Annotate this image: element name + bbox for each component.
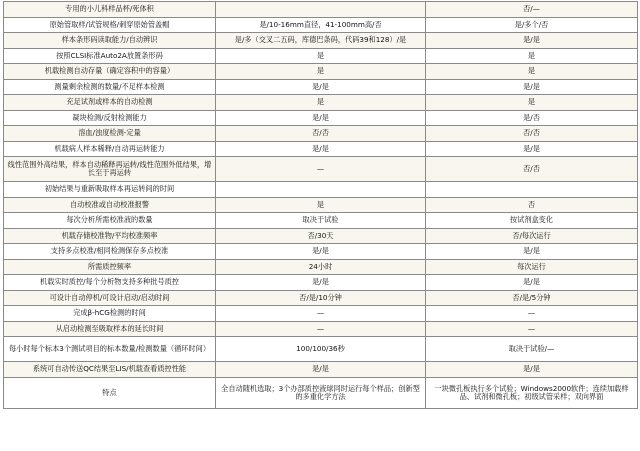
system-b-value: 是/多个/否 [426, 17, 638, 33]
table-row [4, 275, 638, 291]
system-a-value: 是/是 [216, 141, 426, 157]
system-a-value: 否/是/10分钟 [216, 290, 426, 306]
system-b-value [426, 182, 638, 198]
table-row [4, 95, 638, 111]
system-b-value: 否 [426, 197, 638, 213]
row-label: 每小时每个标本3个测试项目的标本数量/检测数量（循环时间） [4, 337, 216, 362]
system-b-value: 按试剂盒变化 [426, 213, 638, 229]
system-a-value: 否/30天 [216, 228, 426, 244]
system-b-value: 否/— [426, 2, 638, 18]
table-row [4, 79, 638, 95]
row-label: 机载检测自动存量（确定容积中的容量） [4, 64, 216, 80]
row-label: 线性范围外高结果，样本自动稀释再运转/线性范围外低结果，增长至于再运转 [4, 157, 216, 182]
system-b-value: 否/是/5分钟 [426, 290, 638, 306]
row-label: 特点 [4, 377, 216, 408]
system-a-value: 是 [216, 197, 426, 213]
table-row [4, 377, 638, 408]
system-a-value: 是/10-16mm直径，41-100mm高/否 [216, 17, 426, 33]
system-a-value [216, 2, 426, 18]
system-b-value: 否/否 [426, 126, 638, 142]
table-row [4, 244, 638, 260]
system-a-value: 是/是 [216, 110, 426, 126]
row-label: 所需质控频率 [4, 259, 216, 275]
table-row [4, 17, 638, 33]
system-a-value: — [216, 157, 426, 182]
row-label: 从启动检测至吸取样本的延长时间 [4, 321, 216, 337]
row-label: 初始结果与重新吸取样本再运转间的时间 [4, 182, 216, 198]
row-label: 溶血/浊度检测-定量 [4, 126, 216, 142]
table-row [4, 228, 638, 244]
row-label: 充足试剂或样本的自动检测 [4, 95, 216, 111]
system-b-value: 是/是 [426, 141, 638, 157]
table-row [4, 64, 638, 80]
system-a-value: 是/是 [216, 362, 426, 378]
row-label: 按照CLSI标准Auto2A放置条形码 [4, 48, 216, 64]
system-b-value: 是 [426, 64, 638, 80]
table-row [4, 321, 638, 337]
table-row [4, 362, 638, 378]
row-label: 支持多点校准/相同检测保存多点校准 [4, 244, 216, 260]
system-b-value: 是/是 [426, 362, 638, 378]
table-row [4, 197, 638, 213]
system-a-value: 100/100/36秒 [216, 337, 426, 362]
system-b-value: 是/是 [426, 33, 638, 49]
system-b-value: 是/是 [426, 79, 638, 95]
row-label: 可设计自动停机/可设计启动/启动时间 [4, 290, 216, 306]
system-b-value: 是 [426, 48, 638, 64]
system-a-value: 否/否 [216, 126, 426, 142]
system-a-value: 是 [216, 64, 426, 80]
system-b-value: 每次运行 [426, 259, 638, 275]
table-row [4, 259, 638, 275]
table-row [4, 33, 638, 49]
table-row [4, 110, 638, 126]
row-label: 系统可自动传送QC结果至LIS/机载查看质控性能 [4, 362, 216, 378]
table-row [4, 337, 638, 362]
row-label: 样本条形码读取能力/自动辨识 [4, 33, 216, 49]
system-a-value: 是/多（交叉二五码，库德巴条码，代码39和128）/是 [216, 33, 426, 49]
comparison-table [3, 1, 638, 409]
system-b-value: 取决于试验/— [426, 337, 638, 362]
table-row [4, 2, 638, 18]
system-a-value: 是 [216, 48, 426, 64]
table-row [4, 48, 638, 64]
table-row [4, 182, 638, 198]
table-row [4, 157, 638, 182]
system-a-value: 全自动随机选取；3个办部质控液球同时运行每个样品；创新型的多重化学方法 [216, 377, 426, 408]
row-label: 机载存储校准物/平均校准频率 [4, 228, 216, 244]
table-row [4, 306, 638, 322]
row-label: 机载实时质控/每个分析物支持多种批号质控 [4, 275, 216, 291]
row-label: 原始管取样/试管规格/刺穿原始管盖帽 [4, 17, 216, 33]
system-b-value: 否/否 [426, 157, 638, 182]
system-b-value: 是 [426, 95, 638, 111]
row-label: 测量剩余检测的数量/不足样本检测 [4, 79, 216, 95]
system-a-value: 取决于试验 [216, 213, 426, 229]
system-a-value: 24小时 [216, 259, 426, 275]
system-b-value: 是/否 [426, 110, 638, 126]
table-row [4, 290, 638, 306]
row-label: 机载病人样本稀释/自动再运转能力 [4, 141, 216, 157]
row-label: 专用的小儿科样品杯/死体积 [4, 2, 216, 18]
system-b-value: 是/是 [426, 275, 638, 291]
system-a-value: 是 [216, 95, 426, 111]
row-label: 每次分析所需校准液的数量 [4, 213, 216, 229]
system-a-value: 是/是 [216, 244, 426, 260]
system-b-value: 一块微孔板执行多个试验；Windows2000软件；连续加载样品、试剂和微孔板；初级试管采样；双向界面 [426, 377, 638, 408]
system-b-value: — [426, 306, 638, 322]
table-row [4, 141, 638, 157]
system-a-value: 是/是 [216, 79, 426, 95]
row-label: 凝块检测/反射检测能力 [4, 110, 216, 126]
table-row [4, 213, 638, 229]
row-label: 完成β-hCG检测的时间 [4, 306, 216, 322]
system-a-value: — [216, 321, 426, 337]
system-a-value [216, 182, 426, 198]
table-row [4, 126, 638, 142]
row-label: 自动校准或自动校准报警 [4, 197, 216, 213]
system-a-value: — [216, 306, 426, 322]
system-a-value: 是/是 [216, 275, 426, 291]
system-b-value: — [426, 321, 638, 337]
system-b-value: 是/是 [426, 244, 638, 260]
system-b-value: 否/每次运行 [426, 228, 638, 244]
